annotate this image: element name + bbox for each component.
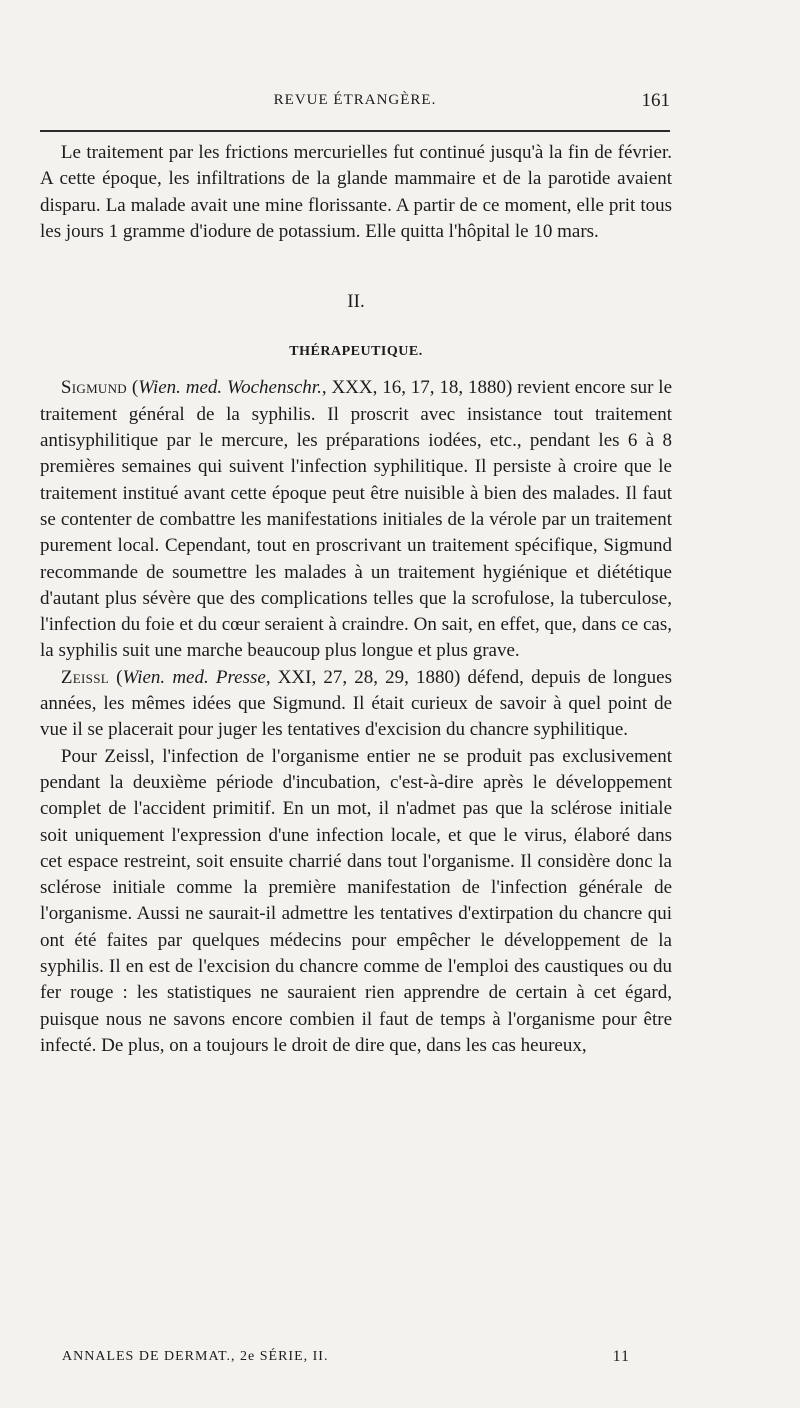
page-number: 161: [641, 90, 670, 111]
section-title: THÉRAPEUTIQUE.: [289, 344, 423, 360]
page-footer: [62, 1349, 630, 1373]
paragraph-sigmund: Sigmund (Wien. med. Wochenschr., XXX, 16, 17, 18, 1880) revient encore sur le traitement général de la syphilis. Il proscrit avec insistance tout traitement antisyphilitique par le mercure, les préparations iodées, etc., pendant les 6 à 8 premières semaines qui suivent l'infection syphilitique. Il persiste à croire que le traitement institué avant cette époque peut être nuisible à bien des malades. Il faut se contenter de combattre les manifestations initiales de la vérole par un traitement purement local. Cependant, tout en proscrivant un traitement spécifique, Sigmund recommande de soumettre les malades à un traitement hygiénique et diététique d'autant plus sévère que des complications telles que la scrofulose, la tuberculose, l'infection du foie et du cœur seraient à craindre. On sait, en effet, que, dans ce cas, la syphilis suit une marche beaucoup plus longue et plus grave.: [40, 377, 673, 662]
paragraph-sigmund-text: , XXX, 16, 17, 18, 1880) revient encore sur le traitement général de la syphilis. Il proscrit avec insistance tout traitement antisyphilitique par le mercure, les préparations iodées, etc., pendant les 6 à 8 premières semaines qui suivent l'infection syphilitique. Il persiste à croire que le traitement institué avant cette époque peut être nuisible à bien des malades. Il faut se contenter de combattre les manifestations initiales de la vérole par un traitement purement local. Cependant, tout en proscrivant un traitement spécifique, Sigmund recommande de soumettre les malades à un traitement hygiénique et diététique d'autant plus sévère que des complications telles que la scrofulose, la tuberculose, l'infection du foie et du cœur seraient à craindre. On sait, en effet, que, dans ce cas, la syphilis suit une marche beaucoup plus longue et plus grave.: [40, 377, 673, 662]
journal-sigmund: Wien. med. Wochenschr.: [138, 377, 322, 399]
paragraph-zeissl-text: , XXI, 27, 28, 29, 1880) défend, depuis de longues années, les mêmes idées que Sigmund. Il était curieux de savoir à quel point de vue il se placerait pour juger les tentatives d'excision du chancre syphilitique.: [40, 666, 672, 741]
journal-zeissl: Wien. med. Presse: [122, 666, 266, 688]
author-sigmund: Sigmund: [60, 377, 127, 399]
body-text: [40, 140, 672, 1059]
footer-signature: 11: [612, 1348, 630, 1365]
running-head: [40, 92, 670, 116]
paragraph-zeissl: Zeissl (Wien. med. Presse, XXI, 27, 28, 29, 1880) défend, depuis de longues années, les mêmes idées que Sigmund. Il était curieux de savoir à quel point de vue il se placerait pour juger les tentatives d'excision du chancre syphilitique.: [40, 666, 672, 741]
paragraph-zeissl-infection: Pour Zeissl, l'infection de l'organisme entier ne se produit pas exclusivement pendant la deuxième période d'incubation, c'est-à-dire après le développement complet de l'accident primitif. En un mot, il n'admet pas que la sclérose initiale soit uniquement l'expression d'une infection locale, et que le virus, élaboré dans cet espace restreint, soit ensuite charrié dans tout l'organisme. Il considère donc la sclérose initiale comme la première manifestation de l'infection générale de l'organisme. Aussi ne saurait-il admettre les tentatives d'extirpation du chancre qui ont été faites par quelques médecins pour empêcher le développement de la syphilis. Il en est de l'excision du chancre comme de l'emploi des caustiques ou du fer rouge : les statistiques ne sauraient rien apprendre de certain à cet égard, puisque nous ne savons encore combien il faut de temps à l'organisme pour être infecté. De plus, on a toujours le droit de dire que, dans les cas heureux,: [40, 745, 672, 1056]
footer-publication: ANNALES DE DERMAT., 2e SÉRIE, II.: [62, 1349, 329, 1364]
running-title: REVUE ÉTRANGÈRE.: [273, 92, 437, 108]
paragraph-case-conclusion: Le traitement par les frictions mercurielles fut continué jusqu'à la fin de février. A cette époque, les infiltrations de la glande mammaire et de la parotide avaient disparu. La malade avait une mine florissante. A partir de ce moment, elle prit tous les jours 1 gramme d'iodure de potassium. Elle quitta l'hôpital le 10 mars.: [40, 142, 672, 242]
section-number: II.: [347, 291, 365, 313]
header-rule: [40, 130, 670, 132]
author-zeissl: Zeissl: [60, 666, 109, 688]
